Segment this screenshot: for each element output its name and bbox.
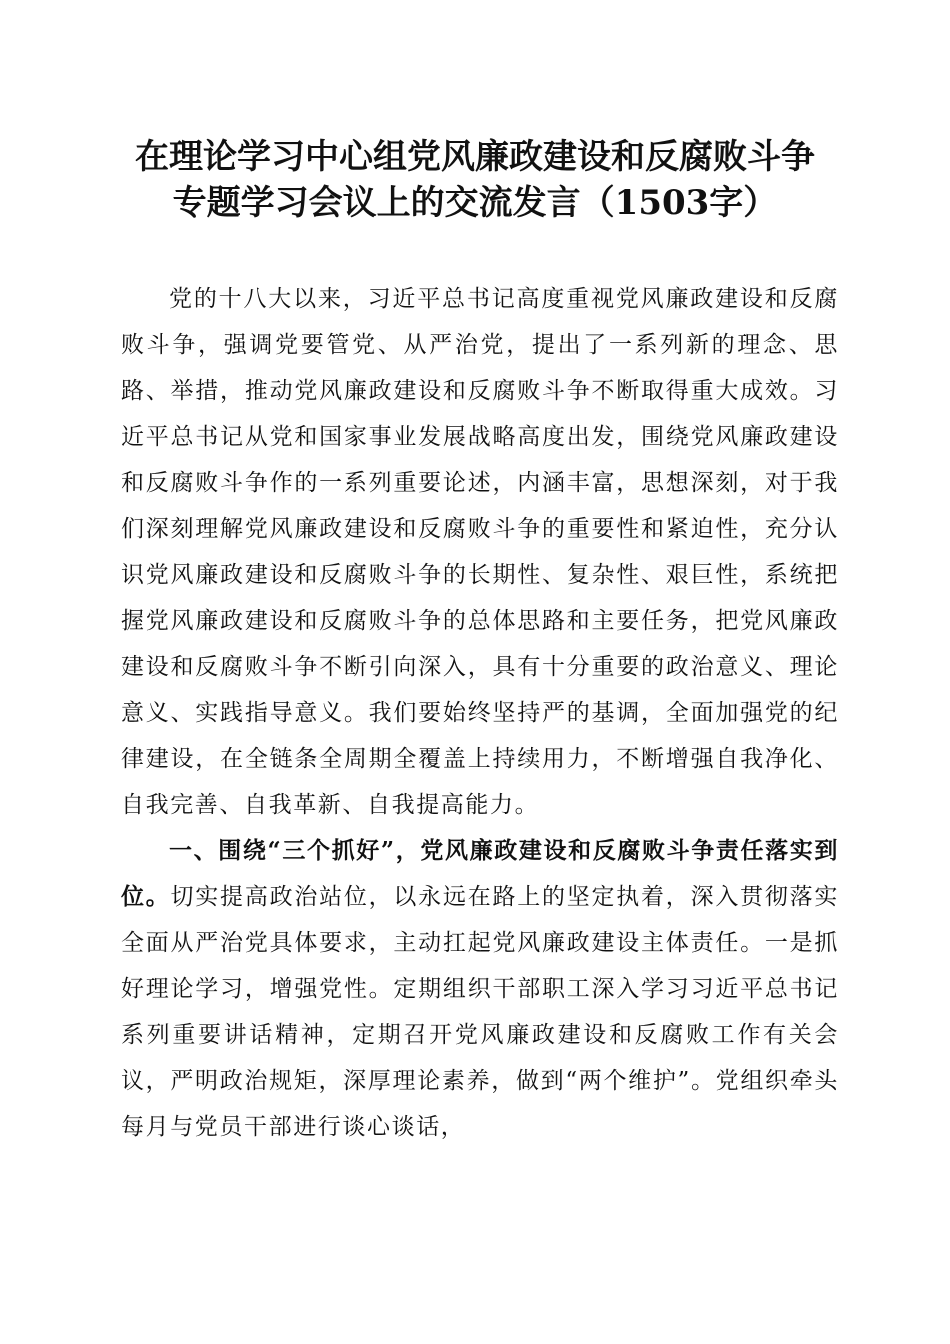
- section-heading: 一、围绕“三个抓好”，党风廉政建设和反腐败斗争责任落实到位。: [121, 837, 839, 910]
- paragraph-section-1: [121, 828, 839, 1150]
- document-body: [121, 276, 839, 1150]
- paragraph-text: 切实提高政治站位，以永远在路上的坚定执着，深入贯彻落实全面从严治党具体要求，主动扛起党风廉政建设主体责任。一是抓好理论学习，增强党性。定期组织干部职工深入学习习近平总书记系列重要讲话精神，定期召开党风廉政建设和反腐败工作有关会议，严明政治规矩，深厚理论素养，做到“两个维护”。党组织牵头每月与党员干部进行谈心谈话，: [121, 884, 839, 1140]
- paragraph-text: 党的十八大以来，习近平总书记高度重视党风廉政建设和反腐败斗争，强调党要管党、从严治党，提出了一系列新的理念、思路、举措，推动党风廉政建设和反腐败斗争不断取得重大成效。习近平总书记从党和国家事业发展战略高度出发，围绕党风廉政建设和反腐败斗争作的一系列重要论述，内涵丰富，思想深刻，对于我们深刻理解党风廉政建设和反腐败斗争的重要性和紧迫性，充分认识党风廉政建设和反腐败斗争的长期性、复杂性、艰巨性，系统把握党风廉政建设和反腐败斗争的总体思路和主要任务，把党风廉政建设和反腐败斗争不断引向深入，具有十分重要的政治意义、理论意义、实践指导意义。我们要始终坚持严的基调，全面加强党的纪律建设，在全链条全周期全覆盖上持续用力，不断增强自我净化、自我完善、自我革新、自我提高能力。: [121, 286, 839, 818]
- title-line-1: 在理论学习中心组党风廉政建设和反腐败斗争: [135, 137, 815, 177]
- title-line-2: 专题学习会议上的交流发言（1503字）: [172, 183, 778, 223]
- page-title: [100, 134, 850, 226]
- paragraph-intro: [121, 276, 839, 828]
